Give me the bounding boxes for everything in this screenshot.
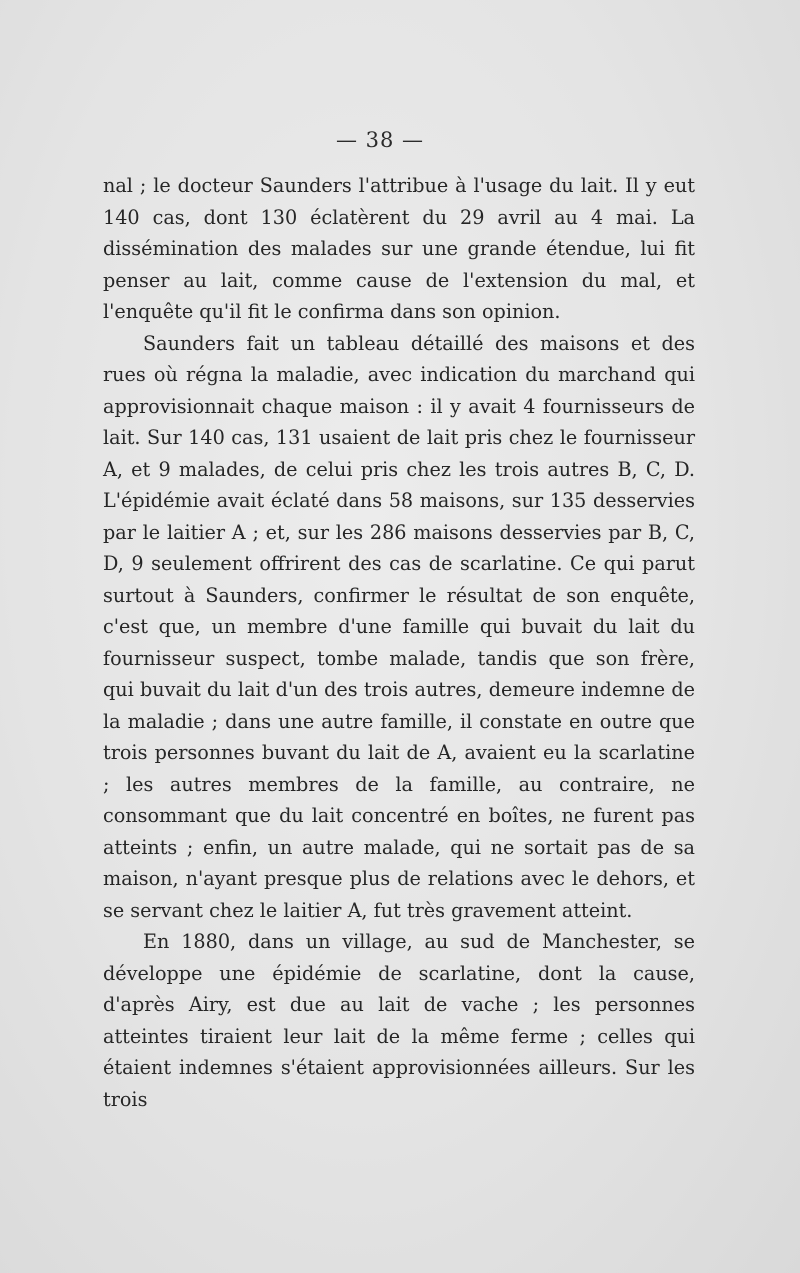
page-body	[103, 170, 695, 1115]
paragraph-1880-epidemic: En 1880, dans un village, au sud de Manchester, se développe une épidémie de scarlatine, dont la cause, d'après Airy, est due au lait de vache ; les personnes atteintes tiraient leur lait de la même ferme ; celles qui étaient indemnes s'étaient approvisionnées ailleurs. Sur les trois	[103, 930, 695, 1111]
paragraph-saunders-table: Saunders fait un tableau détaillé des maisons et des rues où régna la maladie, avec indication du marchand qui approvisionnait chaque maison : il y avait 4 fournisseurs de lait. Sur 140 cas, 131 usaient de lait pris chez le fournisseur A, et 9 malades, de celui pris chez les trois autres B, C, D. L'épidémie avait éclaté dans 58 maisons, sur 135 desservies par le laitier A ; et, sur les 286 maisons desservies par B, C, D, 9 seulement offrirent des cas de scarlatine. Ce qui parut surtout à Saunders, confirmer le résultat de son enquête, c'est que, un membre d'une famille qui buvait du lait du fournisseur suspect, tombe malade, tandis que son frère, qui buvait du lait d'un des trois autres, demeure indemne de la maladie ; dans une autre famille, il constate en outre que trois personnes buvant du lait de A, avaient eu la scarlatine ; les autres membres de la famille, au contraire, ne consommant que du lait concentré en boîtes, ne furent pas atteints ; enfin, un autre malade, qui ne sortait pas de sa maison, n'ayant presque plus de relations avec le dehors, et se servant chez le laitier A, fut très gravement atteint.	[103, 331, 695, 922]
page-number: — 38 —	[335, 128, 425, 152]
paragraph-continuation: nal ; le docteur Saunders l'attribue à l'usage du lait. Il y eut 140 cas, dont 130 éclatèrent du 29 avril au 4 mai. La dissémination des malades sur une grande étendue, lui fit penser au lait, comme cause de l'extension du mal, et l'enquête qu'il fit le confirma dans son opinion.	[103, 174, 695, 323]
